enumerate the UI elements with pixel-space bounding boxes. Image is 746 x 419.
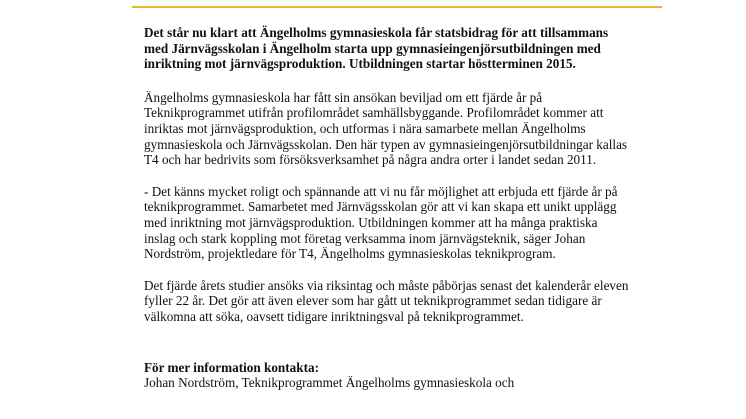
paragraph-line: med inriktning mot järnvägsproduktion. Utbildningen kommer att ha många praktiska (144, 214, 598, 230)
paragraph-line: välkomna att söka, oavsett tidigare inriktningsval på teknikprogrammet. (144, 308, 524, 324)
paragraph-line: teknikprogrammet. Samarbetet med Järnvägsskolan gör att vi kan skapa ett unikt upplägg (144, 199, 617, 215)
lead-paragraph (144, 25, 714, 72)
paragraph-line: inslag och stark koppling mot företag verksamma inom järnvägsteknik, säger Johan (144, 230, 586, 246)
paragraph-line: Nordström, projektledare för T4, Ängelholms gymnasieskolas teknikprogram. (144, 246, 556, 262)
paragraph-line: - Det känns mycket roligt och spännande att vi nu får möjlighet att erbjuda ett fjärde år på (144, 183, 618, 199)
paragraph-line: Teknikprogrammet utifrån profilområdet samhällsbyggande. Profilområdet kommer att (144, 105, 604, 121)
paragraph-line: T4 och har bedrivits som försöksverksamhet på några andra orter i landet sedan 2011. (144, 152, 597, 168)
paragraph-line: fyller 22 år. Det gör att även elever som har gått ut teknikprogrammet sedan tidigare är (144, 293, 602, 309)
accent-rule (132, 6, 662, 8)
contact-line: Johan Nordström, Teknikprogrammet Ängelholms gymnasieskola och (144, 375, 515, 391)
paragraph-line: gymnasieskola och Järnvägsskolan. Den här typen av gymnasieingenjörsutbildningar kallas (144, 136, 628, 152)
paragraph-line: Ängelholms gymnasieskola har fått sin ansökan beviljad om ett fjärde år på (144, 89, 543, 105)
lead-line: med Järnvägsskolan i Ängelholm starta upp gymnasieingenjörsutbildningen med (144, 40, 601, 56)
body-paragraph-1 (144, 90, 714, 168)
contact-heading: För mer information kontakta: (144, 359, 319, 375)
body-paragraph-3 (144, 278, 714, 325)
paragraph-line: inriktas mot järnvägsproduktion, och utformas i nära samarbete mellan Ängelholms (144, 120, 586, 136)
lead-line: inriktning mot järnvägsproduktion. Utbildningen startar höstterminen 2015. (144, 56, 576, 72)
contact-info (144, 375, 714, 391)
press-release-body (144, 25, 714, 391)
paragraph-line: Det fjärde årets studier ansöks via riksintag och måste påbörjas senast det kalenderår eleven (144, 277, 629, 293)
lead-line: Det står nu klart att Ängelholms gymnasieskola får statsbidrag för att tillsammans (144, 25, 609, 40)
body-paragraph-2 (144, 184, 714, 262)
